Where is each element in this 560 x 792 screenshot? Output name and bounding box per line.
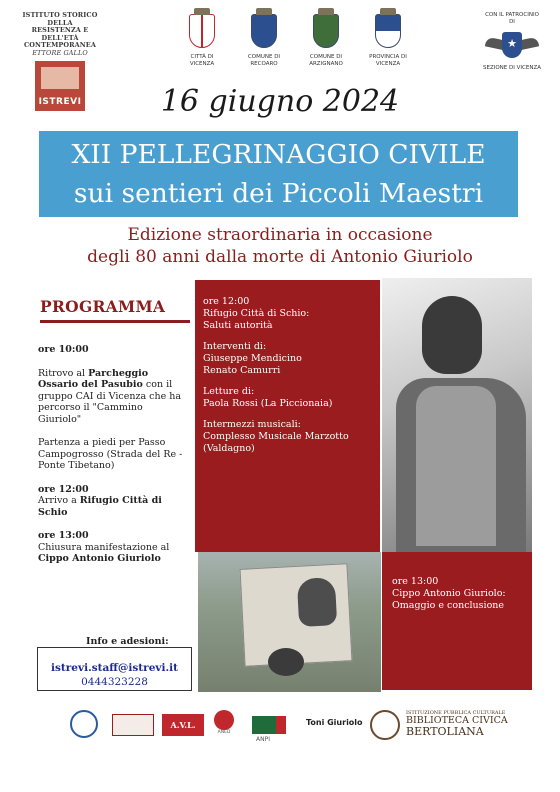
info-label: Info e adesioni: — [82, 636, 173, 647]
istrevi-line-1: ISTITUTO STORICO DELLA — [22, 11, 98, 27]
programma-place: Rifugio Città di Schio — [38, 495, 162, 518]
reader-name: Paola Rossi (La Piccionaia) — [203, 398, 333, 409]
recoaro-crest-icon — [251, 14, 277, 48]
title-line-1: XII PELLEGRINAGGIO CIVILE — [71, 139, 486, 170]
programma-time: ore 13:00 — [38, 530, 89, 541]
anpi-label: ANPI — [256, 736, 270, 743]
subtitle — [0, 224, 560, 268]
giuriolo-portrait-photo — [382, 278, 532, 552]
afternoon-description: Omaggio e conclusione — [392, 600, 505, 611]
biblioteca-line-1: BIBLIOTECA CIVICA — [406, 715, 508, 726]
programma-time: ore 10:00 — [38, 344, 89, 355]
noon-program-box — [195, 280, 380, 552]
title-line-2: sui sentieri dei Piccoli Maestri — [73, 178, 484, 209]
istrevi-line-2: RESISTENZA E DELL'ETÀ — [31, 26, 89, 42]
programma-item: Arrivo a Rifugio Città di Schio — [38, 495, 162, 518]
patronage-label: CON IL PATROCINIO DI — [485, 12, 539, 25]
noon-greetings: Saluti autorità — [203, 320, 273, 331]
noon-block-interventi — [203, 341, 372, 377]
biblioteca-line-2: BERTOLIANA — [406, 724, 484, 738]
crest-name: COMUNE DI RECOARO — [247, 54, 281, 67]
info-phone: 0444323228 — [81, 676, 148, 688]
crest-vicenza — [178, 14, 226, 67]
subtitle-line-2: degli 80 anni dalla morte di Antonio Giuriolo — [87, 247, 473, 267]
crest-name: COMUNE DI ARZIGNANO — [309, 54, 343, 67]
programma-item: Ritrovo al Parcheggio Ossario del Pasubio con il gruppo CAI di Vicenza che ha percorso il "Cammino Giuriolo" — [38, 367, 182, 425]
cai-patronage — [482, 12, 542, 72]
title-band — [39, 131, 518, 217]
programma-item: Partenza a piedi per Passo Campogrosso (Strada del Re - Ponte Tibetano) — [38, 437, 183, 471]
programma-place: Parcheggio Ossario del Pasubio — [38, 367, 149, 390]
aned-logo-icon — [214, 710, 234, 730]
letture-label: Letture di: — [203, 386, 255, 397]
programma-item: Chiusura manifestazione al Cippo Antonio Giuriolo — [38, 541, 170, 564]
programma-underline — [40, 320, 190, 323]
interventi-label: Interventi di: — [203, 341, 267, 352]
avl-logo: A.V.L. — [162, 714, 204, 736]
programma-time: ore 12:00 — [38, 483, 89, 495]
sponsor-logos — [70, 706, 510, 756]
cai-section-label: SEZIONE DI VICENZA — [483, 65, 541, 71]
biblioteca-subtitle: ISTITUZIONE PUBBLICA CULTURALE — [406, 710, 506, 716]
noon-time: ore 12:00 — [203, 296, 250, 307]
arzignano-crest-icon — [313, 14, 339, 48]
provincia-crest-icon — [375, 14, 401, 48]
associazione-logo-icon — [112, 714, 154, 736]
toni-giuriolo-logo: Toni Giuriolo — [306, 718, 363, 727]
noon-block-1 — [203, 296, 372, 332]
programma-heading: PROGRAMMA — [40, 297, 166, 316]
afternoon-time: ore 13:00 — [392, 576, 439, 587]
info-email-link[interactable]: istrevi.staff@istrevi.it — [51, 662, 178, 674]
istrevi-logo-label: ISTREVI — [38, 97, 82, 107]
municipal-crests — [178, 14, 412, 67]
vicenza-crest-icon — [189, 14, 215, 48]
cai-round-logo-icon — [70, 710, 98, 738]
crest-name: PROVINCIA DI VICENZA — [369, 54, 407, 67]
noon-block-intermezzi — [203, 419, 372, 455]
speaker-name: Giuseppe Mendicino — [203, 353, 302, 364]
noon-place: Rifugio Città di Schio: — [203, 308, 310, 319]
memorial-cippo-photo — [198, 552, 381, 692]
biblioteca-bertoliana-logo — [406, 710, 508, 737]
intermezzi-label: Intermezzi musicali: — [203, 419, 301, 430]
musicians-name: Complesso Musicale Marzotto (Valdagno) — [203, 431, 349, 454]
biblioteca-logo-icon — [370, 710, 400, 740]
afternoon-place: Cippo Antonio Giuriolo: — [392, 588, 506, 599]
istrevi-name — [20, 12, 100, 57]
crest-recoaro — [240, 14, 288, 67]
afternoon-program-box — [382, 552, 532, 690]
crest-arzignano — [302, 14, 350, 67]
crest-provincia — [364, 14, 412, 67]
subtitle-line-1: Edizione straordinaria in occasione — [127, 225, 433, 245]
event-date: 16 giugno 2024 — [160, 84, 400, 119]
anpi-logo-icon — [252, 716, 286, 734]
cai-eagle-icon: ★ — [485, 29, 539, 63]
istrevi-dedication: ETTORE GALLO — [32, 48, 88, 57]
aned-label: ANED — [217, 730, 231, 735]
istrevi-line-3: CONTEMPORANEA — [24, 41, 96, 49]
speaker-name: Renato Camurri — [203, 365, 281, 376]
programma-list — [38, 344, 188, 569]
aned-logo — [214, 710, 234, 735]
crest-name: CITTÀ DI VICENZA — [189, 54, 215, 67]
noon-block-letture — [203, 386, 372, 410]
programma-place: Cippo Antonio Giuriolo — [38, 553, 161, 564]
